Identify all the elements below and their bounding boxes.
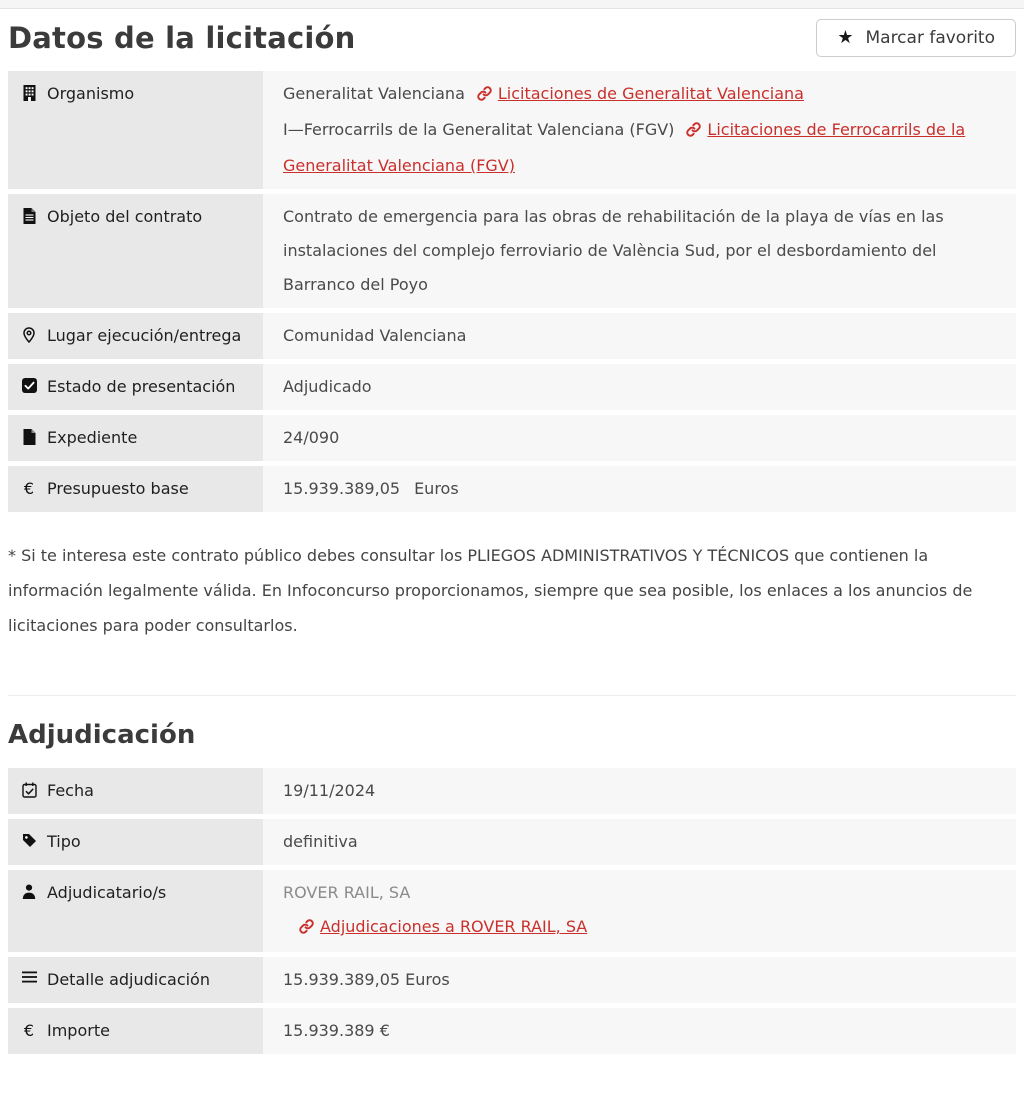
expediente-label-cell (8, 415, 263, 461)
row-organismo (8, 71, 1016, 189)
row-adjudicatario (8, 870, 1016, 952)
estado-value: Adjudicado (283, 377, 372, 396)
organismo-name-1: Generalitat Valenciana (283, 84, 465, 103)
expediente-value: 24/090 (283, 428, 340, 447)
adjudicatario-value-cell (263, 870, 1016, 952)
star-icon: ★ (837, 27, 854, 48)
detalle-label: Detalle adjudicación (47, 970, 210, 989)
presupuesto-label: Presupuesto base (47, 479, 189, 498)
adjudicatario-label-cell (8, 870, 263, 952)
row-objeto (8, 194, 1016, 308)
presupuesto-label-cell (8, 466, 263, 512)
row-estado (8, 364, 1016, 410)
row-detalle (8, 957, 1016, 1003)
objeto-label: Objeto del contrato (47, 207, 203, 226)
importe-value-cell (263, 1008, 1016, 1054)
section-divider (8, 695, 1016, 696)
organismo-link-1[interactable]: Licitaciones de Generalitat Valenciana (497, 84, 804, 103)
euro-icon: € (23, 479, 35, 498)
favorite-button[interactable] (816, 19, 1016, 57)
importe-label-cell (8, 1008, 263, 1054)
lugar-label: Lugar ejecución/entrega (47, 326, 242, 345)
objeto-value-cell (263, 194, 1016, 308)
importe-value: 15.939.389 € (283, 1021, 390, 1040)
organismo-label: Organismo (47, 84, 135, 103)
tipo-value: definitiva (283, 832, 358, 851)
calendar-check-icon (21, 782, 37, 798)
expediente-label: Expediente (47, 428, 138, 447)
check-square-icon (21, 378, 37, 393)
organismo-value-cell (263, 71, 1016, 189)
adjudicatario-name: ROVER RAIL, SA (283, 883, 411, 902)
organismo-label-cell (8, 71, 263, 189)
expediente-value-cell (263, 415, 1016, 461)
organismo-link-2[interactable]: Licitaciones de Ferrocarrils de la Generalitat Valenciana (FGV) (283, 120, 966, 175)
top-page-strip (0, 0, 1024, 9)
lugar-label-cell (8, 313, 263, 359)
adjudication-section-title: Adjudicación (8, 720, 196, 750)
estado-value-cell (263, 364, 1016, 410)
row-importe (8, 1008, 1016, 1054)
presupuesto-value-cell (263, 466, 1016, 512)
detalle-label-cell (8, 957, 263, 1003)
estado-label-cell (8, 364, 263, 410)
tipo-value-cell (263, 819, 1016, 865)
favorite-button-label: Marcar favorito (865, 28, 995, 48)
detalle-value: 15.939.389,05 Euros (283, 970, 450, 989)
presupuesto-amount: 15.939.389,05 (283, 479, 401, 498)
tipo-label: Tipo (47, 832, 81, 851)
tender-detail-page (0, 9, 1024, 1054)
map-marker-icon (21, 327, 37, 343)
link-icon (686, 115, 701, 149)
page-title: Datos de la licitación (8, 21, 356, 55)
row-expediente (8, 415, 1016, 461)
fecha-value-cell (263, 768, 1016, 814)
lugar-value-cell (263, 313, 1016, 359)
adjudicatario-label: Adjudicatario/s (47, 883, 167, 902)
link-icon (299, 912, 314, 946)
file-icon (21, 429, 37, 445)
fecha-label-cell (8, 768, 263, 814)
disclaimer-note: * Si te interesa este contrato público debes consultar los PLIEGOS ADMINISTRATIVOS Y TÉCNICOS que contienen la información legalmente válida. En Infoconcurso proporcionamos, siempre que sea posible, los enlaces a los anuncios de licitaciones para poder consultarlos. (8, 546, 973, 635)
organismo-name-2: I—Ferrocarrils de la Generalitat Valenciana (FGV) (283, 120, 675, 139)
presupuesto-unit: Euros (414, 479, 459, 498)
importe-label: Importe (47, 1021, 110, 1040)
page-header (8, 9, 1016, 71)
file-text-icon (21, 208, 37, 224)
row-fecha (8, 768, 1016, 814)
fecha-label: Fecha (47, 781, 94, 800)
objeto-value: Contrato de emergencia para las obras de rehabilitación de la playa de vías en las instalaciones del complejo ferroviario de València Sud, por el desbordamiento del Barranco del Poyo (283, 207, 944, 294)
detalle-value-cell (263, 957, 1016, 1003)
lugar-value: Comunidad Valenciana (283, 326, 467, 345)
link-icon (477, 79, 492, 113)
tipo-label-cell (8, 819, 263, 865)
user-icon (21, 884, 37, 899)
tender-details-table (8, 71, 1016, 512)
tag-icon (21, 833, 37, 848)
list-icon (21, 971, 37, 983)
row-tipo (8, 819, 1016, 865)
estado-label: Estado de presentación (47, 377, 236, 396)
euro-icon: € (23, 1021, 35, 1040)
objeto-label-cell (8, 194, 263, 308)
row-presupuesto (8, 466, 1016, 512)
fecha-value: 19/11/2024 (283, 781, 376, 800)
row-lugar (8, 313, 1016, 359)
adjudicatario-link[interactable]: Adjudicaciones a ROVER RAIL, SA (320, 917, 588, 936)
building-icon (21, 85, 37, 101)
adjudication-table (8, 768, 1016, 1054)
